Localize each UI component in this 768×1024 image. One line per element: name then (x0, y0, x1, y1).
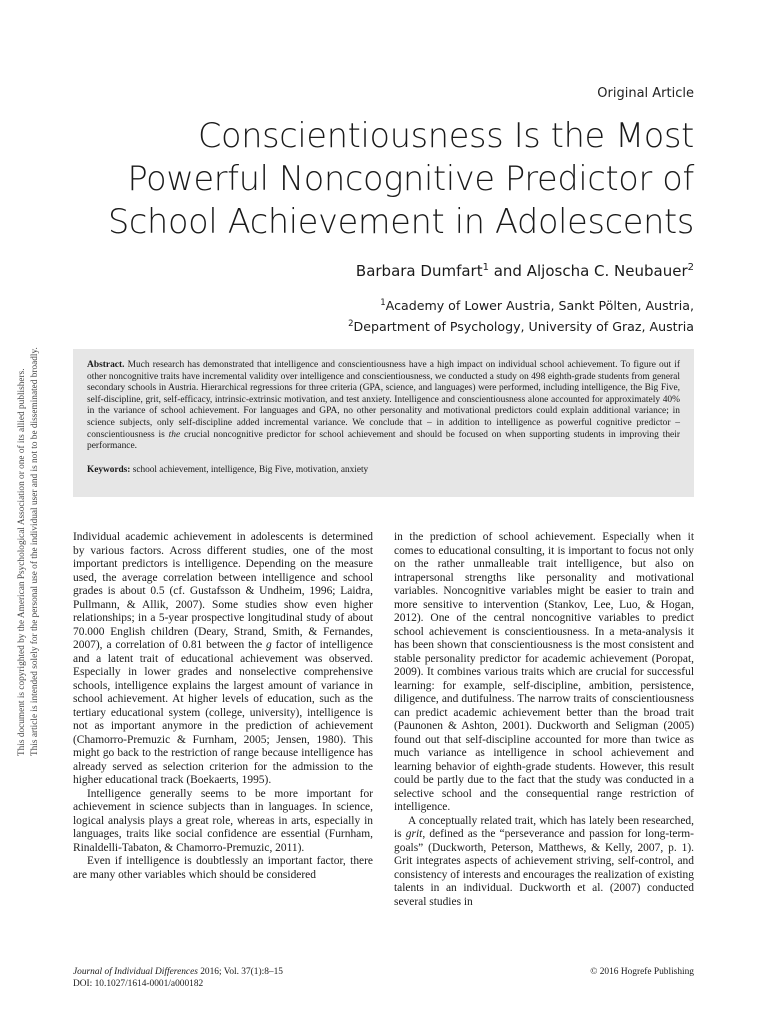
doi: DOI: 10.1027/1614-0001/a000182 (73, 979, 204, 989)
abstract-emphasis: the (168, 429, 181, 440)
body-text: , defined as the “perseverance and passion for long-term-goals” (Duckworth, Peterson, Matthews, & Kelly, 2007, p. 1). Grit integrates aspects of achievement striving, self-control, and consistency of interests and encourages the realization of existing talents in an individual. Duckworth et al. (2007) conducted several studies in (394, 828, 694, 908)
keywords-label: Keywords: (87, 464, 131, 475)
copyright-side-note (8, 280, 42, 760)
keywords (87, 465, 680, 475)
body-paragraph (73, 531, 373, 788)
author-name: Barbara Dumfart (355, 262, 483, 280)
author-name: Aljoscha C. Neubauer (526, 262, 688, 280)
side-note-line-1: This document is copyrighted by the American Psychological Association or one of its allied publishers. (17, 368, 27, 756)
title-line-3: School Achievement in Adolescents (107, 202, 694, 241)
author-conjunction: and (488, 262, 527, 280)
affiliation-marker: 1 (482, 262, 489, 273)
affiliation-text: Academy of Lower Austria, Sankt Pölten, Austria, (385, 298, 694, 314)
affiliation-marker: 2 (348, 319, 354, 330)
journal-volume: 2016; Vol. 37(1):8–15 (197, 967, 283, 977)
body-text: factor of intelligence and a latent trait of educational achievement was observed. Especially in lower grades and nonselective comprehensive schools, intelligence explains the largest amount of variance in school achievement. At higher levels of education, such as the tertiary educational system (college, university), intelligence is not as important anymore in the prediction of achievement (Chamorro-Premuzic & Furnham, 2005; Jensen, 1980). This might go back to the restriction of range because intelligence has already served as selection criterion for the admission to the higher educational track (Boekaerts, 1995). (73, 639, 373, 786)
journal-citation (73, 966, 283, 990)
affiliations (348, 294, 694, 336)
journal-name: Journal of Individual Differences (73, 967, 198, 977)
title-line-1: Conscientiousness Is the Most (197, 116, 694, 155)
affiliation-2 (348, 315, 694, 336)
side-note-line-2: This article is intended solely for the personal use of the individual user and is not to be disseminated broadly. (30, 347, 40, 756)
abstract-text-part: crucial noncognitive predictor for school achievement and should be focused on when supporting students in improving their performance. (87, 429, 680, 452)
affiliation-text: Department of Psychology, University of Graz, Austria (353, 319, 694, 335)
article-title (54, 114, 694, 243)
body-emphasis: grit (405, 828, 423, 840)
copyright-notice: © 2016 Hogrefe Publishing (590, 967, 694, 977)
affiliation-marker: 1 (380, 298, 386, 308)
author-list (356, 262, 694, 280)
body-column-right (394, 531, 694, 909)
body-paragraph: Even if intelligence is doubtlessly an important factor, there are many other variables which should be considered (73, 855, 373, 881)
body-paragraph: Intelligence generally seems to be more important for achievement in science subjects than in languages. In science, logical analysis plays a great role, whereas in arts, especially in languages, traits like social confidence are essential (Furnham, Rinaldelli-Tabaton, & Chamorro-Premuzic, 2011). (73, 787, 373, 854)
keywords-text: school achievement, intelligence, Big Five, motivation, anxiety (130, 464, 369, 475)
affiliation-1 (348, 294, 694, 315)
abstract-box (73, 349, 694, 497)
body-text: A conceptually related trait, which has lately been researched, is (394, 814, 694, 840)
body-text: Individual academic achievement in adolescents is determined by various factors. Across different studies, one of the most important predictors is intelligence. Depending on the measure used, the average correlation between intelligence and school grades is about 0.5 (cf. Gustafsson & Undheim, 1996; Laidra, Pullmann, & Allik, 2007). Some studies show even higher relationships; in a 5-year prospective longitudinal study of about 70.000 English children (Deary, Strand, Smith, & Fernandes, 2007), a correlation of 0.81 between the (73, 531, 373, 651)
body-emphasis: g (266, 639, 272, 651)
body-column-left (73, 531, 373, 882)
title-line-2: Powerful Noncognitive Predictor of (127, 159, 694, 198)
abstract-label: Abstract. (87, 360, 125, 370)
abstract (87, 360, 680, 453)
abstract-text-part: Much research has demonstrated that intelligence and conscientiousness have a high impact on individual school achievement. To figure out if other noncognitive traits have incremental validity over intelligence and conscientiousness, we conducted a study on 498 eighth-grade students from general secondary schools in Austria. Hierarchical regressions for three criteria (GPA, science, and languages) were performed, including intelligence, the Big Five, self-discipline, grit, self-efficacy, intrinsic-extrinsic motivation, and test anxiety. Intelligence and conscientiousness alone accounted for approximately 40% in the variance of school achievement. For languages and GPA, no other personality and motivational predictors could explain additional variance; in science subjects, only self-discipline added incremental variance. We conclude that – in addition to intelligence as powerful cognitive predictor – conscientiousness is (87, 360, 680, 440)
article-type: Original Article (597, 86, 694, 101)
affiliation-marker: 2 (687, 262, 694, 273)
body-paragraph (394, 815, 694, 910)
body-paragraph: in the prediction of school achievement. Especially when it comes to educational consulting, it is important to focus not only on the rather unmalleable trait intelligence, but also on intrapersonal strengths like personality and motivational variables. Noncognitive variables might be easier to train and more sensitive to intervention (Stankov, Lee, Luo, & Hogan, 2012). One of the central noncognitive variables to predict school achievement is conscientiousness. In a meta-analysis it has been shown that conscientiousness is the most consistent and stable personality predictor for academic achievement (Poropat, 2009). It combines various traits which are crucial for successful learning: for example, self-discipline, ambition, persistence, diligence, and dutifulness. The narrow traits of conscientiousness can predict academic achievement better than the broad trait (Paunonen & Ashton, 2001). Duckworth and Seligman (2005) found out that self-discipline accounted for more than twice as much variance as intelligence in school achievement and learning behavior of eighth-grade students. However, this result could be partly due to the fact that the study was conducted in a selective school and the consequential range restriction of intelligence. (394, 531, 694, 813)
